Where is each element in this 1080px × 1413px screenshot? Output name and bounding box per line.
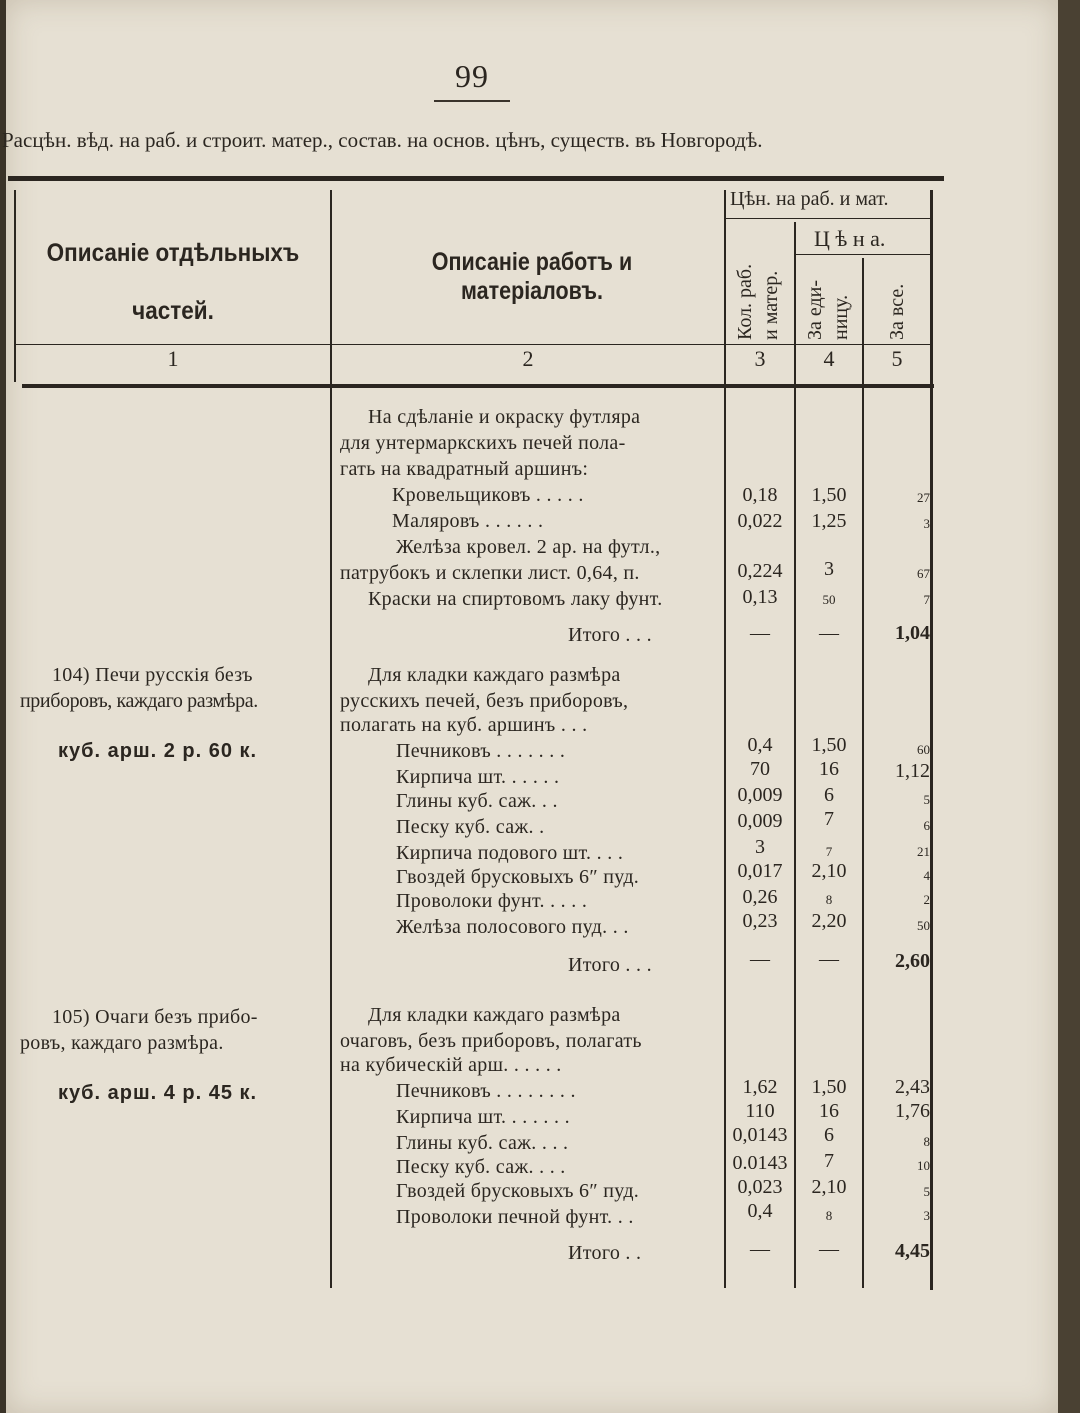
header-bottom-rule xyxy=(22,384,934,388)
section3-total-unit: — xyxy=(819,1238,839,1260)
section2-row-label: Проволоки фунт. . . . . xyxy=(396,890,588,912)
colnum-4: 4 xyxy=(823,346,835,371)
section3-intro-line: очаговъ, безъ приборовъ, полагать xyxy=(340,1030,642,1052)
col-divider-right xyxy=(930,190,933,1290)
section2-row-qty: 0,23 xyxy=(742,910,778,932)
section3-row-unit: 1,50 xyxy=(811,1076,847,1098)
section3-part-line: ровъ, каждаго размѣра. xyxy=(20,1032,224,1054)
section2-row-qty: 0,009 xyxy=(737,784,783,806)
section2-total-qty: — xyxy=(750,948,770,970)
colnum-2: 2 xyxy=(522,346,534,371)
col2-header: Описаніе работъ и матеріаловъ. xyxy=(431,248,633,305)
section2-row-label: Кирпича шт. . . . . . xyxy=(396,766,560,788)
section1-row-qty: 0,022 xyxy=(737,510,783,532)
section2-row-unit: 2,20 xyxy=(811,910,847,932)
section1-row-qty: 0,224 xyxy=(737,560,783,582)
section2-intro-line: полагать на куб. аршинъ . . . xyxy=(340,714,588,736)
section2-row-qty: 0,017 xyxy=(737,860,783,882)
section2-row-unit: 16 xyxy=(819,758,839,780)
section3-row-label: Песку куб. саж. . . . xyxy=(396,1156,566,1178)
price-group-rule xyxy=(796,254,932,255)
section3-row-total: 10 xyxy=(917,1158,930,1173)
section1-row-unit: 3 xyxy=(824,558,834,580)
section1-row-total: 3 xyxy=(923,516,930,531)
section1-row-unit: 50 xyxy=(822,592,836,607)
section2-row-total: 50 xyxy=(917,918,930,933)
section3-row-qty: 1,62 xyxy=(742,1076,778,1098)
section3-row-unit: 6 xyxy=(824,1124,834,1146)
section2-row-label: Песку куб. саж. . xyxy=(396,816,545,838)
section2-row-unit: 1,50 xyxy=(811,734,847,756)
section3-row-qty: 0,023 xyxy=(737,1176,783,1198)
section1-row-label: патрубокъ и склепки лист. 0,64, п. xyxy=(340,562,640,584)
section1-total-unit: — xyxy=(819,622,839,644)
section2-row-unit: 7 xyxy=(825,844,833,859)
section2-row-total: 60 xyxy=(917,742,930,757)
price-group-header: Ц ѣ н а. xyxy=(814,226,886,251)
section3-row-qty: 0,4 xyxy=(747,1200,773,1222)
table-top-rule xyxy=(8,176,944,181)
running-header: Расцѣн. вѣд. на раб. и строит. матер., состав. на основ. цѣнъ, существ. въ Новгородѣ. xyxy=(2,128,763,152)
section2-row-qty: 70 xyxy=(750,758,770,780)
section3-row-unit: 2,10 xyxy=(811,1176,847,1198)
section3-row-unit: 7 xyxy=(824,1150,834,1172)
section3-total-qty: — xyxy=(750,1238,770,1260)
section2-row-label: Печниковъ . . . . . . . xyxy=(396,740,566,762)
section3-row-unit: 16 xyxy=(819,1100,839,1122)
section3-row-total: 8 xyxy=(923,1134,930,1149)
col3-header: Кол. раб. и матер. xyxy=(734,263,782,340)
section3-row-total: 1,76 xyxy=(895,1100,930,1122)
section1-row-unit: 1,25 xyxy=(811,510,847,532)
section1-row-total: 27 xyxy=(917,490,930,505)
section1-row-qty: 0,18 xyxy=(742,484,778,506)
section2-intro-line: русскихъ печей, безъ приборовъ, xyxy=(340,690,629,712)
section2-row-qty: 3 xyxy=(755,836,765,858)
section3-row-total: 2,43 xyxy=(895,1076,930,1098)
section2-row-total: 2 xyxy=(923,892,930,907)
section3-row-total: 5 xyxy=(923,1184,930,1199)
col5-header: За все. xyxy=(886,283,908,340)
section2-row-unit: 6 xyxy=(824,784,834,806)
section2-total-label: Итого . . . xyxy=(568,954,652,976)
section2-row-unit: 7 xyxy=(824,808,834,830)
section1-row-total: 7 xyxy=(923,592,930,607)
colnum-rule xyxy=(16,344,932,345)
section2-intro-line: Для кладки каждаго размѣра xyxy=(368,664,621,686)
section1-intro-line: На сдѣланіе и окраску футляра xyxy=(368,406,641,428)
section2-row-total: 6 xyxy=(923,818,930,833)
section2-row-total: 1,12 xyxy=(895,760,930,782)
section1-row-qty: 0,13 xyxy=(742,586,778,608)
section2-row-label: Гвоздей брусковыхъ 6″ пуд. xyxy=(396,866,640,888)
section3-row-qty: 0.0143 xyxy=(732,1152,788,1174)
section1-row-total: 67 xyxy=(917,566,930,581)
section2-row-label: Кирпича подового шт. . . . xyxy=(396,842,624,864)
group-header: Цѣн. на раб. и мат. xyxy=(730,188,889,210)
colnum-3: 3 xyxy=(754,346,766,371)
page-number-rule xyxy=(434,100,510,102)
section3-row-label: Печниковъ . . . . . . . . xyxy=(396,1080,576,1102)
section2-row-unit: 2,10 xyxy=(811,860,847,882)
section2-row-qty: 0,26 xyxy=(742,886,778,908)
section2-row-total: 21 xyxy=(917,844,930,859)
section3-row-qty: 110 xyxy=(745,1100,775,1122)
section3-row-label: Гвоздей брусковыхъ 6″ пуд. xyxy=(396,1180,640,1202)
section1-total-label: Итого . . . xyxy=(568,624,652,646)
section3-intro-line: на кубическій арш. . . . . . xyxy=(340,1054,562,1076)
section2-part-line: приборовъ, каждаго размѣра. xyxy=(20,690,258,712)
section3-part-price: куб. арш. 4 р. 45 к. xyxy=(58,1082,258,1104)
section1-row-label: Желѣза кровел. 2 ар. на футл., xyxy=(396,536,661,558)
section2-part-price: куб. арш. 2 р. 60 к. xyxy=(58,740,258,762)
colnum-1: 1 xyxy=(167,346,179,371)
section3-total-value: 4,45 xyxy=(895,1240,930,1262)
section2-part-line: 104) Печи русскія безъ xyxy=(52,664,253,686)
colnum-5: 5 xyxy=(891,346,903,371)
section3-row-label: Проволоки печной фунт. . . xyxy=(396,1206,634,1228)
section2-row-qty: 0,4 xyxy=(747,734,773,756)
col4-header: За еди- ницу. xyxy=(804,279,852,340)
section2-row-qty: 0,009 xyxy=(737,810,783,832)
section2-row-label: Желѣза полосового пуд. . . xyxy=(396,916,629,938)
col1-header: Описаніе отдѣльныхъ частей. xyxy=(46,239,300,325)
col-divider-4 xyxy=(862,258,864,1288)
section1-row-unit: 1,50 xyxy=(811,484,847,506)
section3-row-unit: 8 xyxy=(825,1208,833,1223)
section2-row-total: 5 xyxy=(923,792,930,807)
section2-total-value: 2,60 xyxy=(895,950,930,972)
section3-total-label: Итого . . xyxy=(568,1242,642,1264)
section3-row-qty: 0,0143 xyxy=(732,1124,788,1146)
section3-row-label: Глины куб. саж. . . . xyxy=(396,1132,569,1154)
section1-total-value: 1,04 xyxy=(895,622,930,644)
section1-intro-line: гать на квадратный аршинъ: xyxy=(340,458,589,480)
section3-row-label: Кирпича шт. . . . . . . xyxy=(396,1106,570,1128)
page-number: 99 xyxy=(455,58,489,94)
section2-row-total: 4 xyxy=(923,868,930,883)
section1-total-qty: — xyxy=(750,622,770,644)
section2-row-label: Глины куб. саж. . . xyxy=(396,790,558,812)
group-rule xyxy=(726,218,932,219)
section1-row-label: Маляровъ . . . . . . xyxy=(392,510,544,532)
section2-total-unit: — xyxy=(819,948,839,970)
section3-row-total: 3 xyxy=(923,1208,930,1223)
section1-intro-line: для унтермаркскихъ печей пола- xyxy=(340,432,626,454)
section3-part-line: 105) Очаги безъ прибо- xyxy=(52,1006,258,1028)
section2-row-unit: 8 xyxy=(825,892,833,907)
section3-intro-line: Для кладки каждаго размѣра xyxy=(368,1004,621,1026)
page-edge xyxy=(1058,0,1080,1413)
section1-row-label: Кровельщиковъ . . . . . xyxy=(392,484,584,506)
section1-row-label: Краски на спиртовомъ лаку фунт. xyxy=(368,588,663,610)
